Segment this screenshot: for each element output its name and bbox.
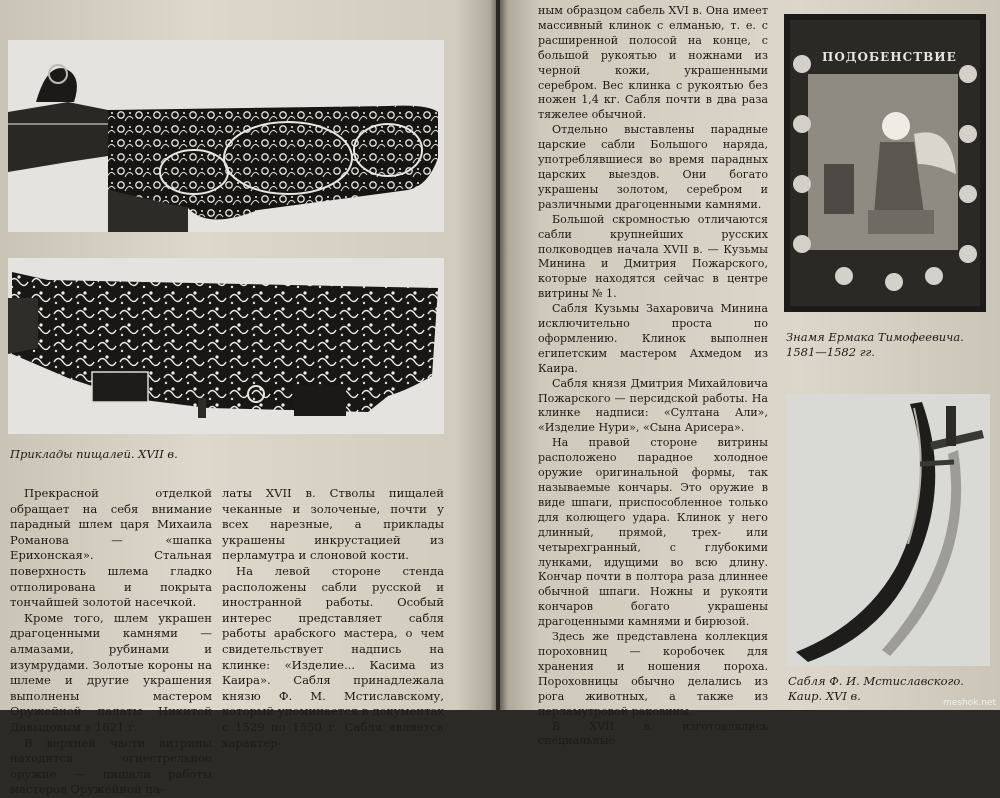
paragraph: Здесь же представлена коллекция пороховниц — коробочек для хранения и ношения пороха. Пороховницы обычно делались из рога животных, а также из перламутровой раковины. bbox=[538, 630, 768, 718]
watermark: meshok.net bbox=[942, 698, 996, 708]
paragraph: Большой скромностью отличаются сабли крупнейших русских полководцев начала XVII в. — Кузьмы Минина и Дмитрия Пожарского, которые находятся сейчас в центре витрины № 1. bbox=[538, 212, 768, 301]
paragraph: Сабля Кузьмы Захаровича Минина исключительно проста по оформлению. Клинок выполнен египетским мастером Ахмедом из Каира. bbox=[538, 302, 768, 375]
paragraph: В верхней части витрины находится огнестрельное оружие — пищали работы мастеров Оружейной па- bbox=[10, 735, 212, 797]
text-column-left-1 bbox=[10, 486, 212, 798]
photo-yermak-banner bbox=[784, 14, 986, 312]
right-page bbox=[500, 0, 1000, 748]
photo-mstislavsky-sabre bbox=[786, 394, 990, 666]
paragraph: латы XVII в. Стволы пищалей чеканные и золоченые, почти у всех нарезные, а приклады украшены инкрустацией из перламутра и слоновой кости. bbox=[222, 486, 444, 563]
paragraph: Отдельно выставлены парадные царские сабли Большого наряда, употреблявшиеся во время парадных царских выездов. Они богато украшены золотом, серебром и различными драгоценными камнями. bbox=[538, 123, 768, 211]
caption-line: 1581—1582 гг. bbox=[786, 345, 875, 359]
photo-gun-stock-top bbox=[8, 40, 444, 232]
paragraph: В XVII в. изготовлялись специальные bbox=[538, 719, 768, 748]
caption-gun-stocks: Приклады пищалей. XVII в. bbox=[10, 447, 178, 461]
text-column-right bbox=[538, 4, 768, 749]
caption-yermak-banner bbox=[786, 330, 986, 360]
text-column-left-2 bbox=[222, 486, 444, 751]
photo-gun-stock-bottom bbox=[8, 258, 444, 434]
paragraph: На правой стороне витрины расположено парадное холодное оружие оригинальной формы, так называемые кончары. Это оружие в виде шпаги, приспособленное только для колющего удара. Клинок у него длинный, прямой, трех- или четырехгранный, с глубокими лунками, идущими во всю длину. Кончар почти в полтора раза длиннее обычной шпаги. Ножны и рукояти кончаров богато украшены драгоценными камнями и бирюзой. bbox=[538, 436, 768, 629]
paragraph: Сабля князя Дмитрия Михайловича Пожарского — персидской работы. На клинке надписи: «Султана Али», «Изделие Нури», «Сына Арисера». bbox=[538, 376, 768, 435]
paragraph: Прекрасной отделкой обращает на себя внимание парадный шлем царя Михаила Романова — «шапка Ерихонская». Стальная поверхность шлема гладко отполирована и покрыта тончайшей золотой насечкой. bbox=[10, 486, 212, 610]
gun-stock-top-illustration bbox=[8, 40, 444, 232]
gun-stock-bottom-illustration bbox=[8, 258, 444, 434]
paragraph: Кроме того, шлем украшен драгоценными камнями — алмазами, рубинами и изумрудами. Золотые короны на шлеме и другие украшения выполнены мастером Оружейной палаты Никитой Давыдовым в 1621 г. bbox=[10, 610, 212, 734]
banner-inscription: ПОДОБЕНСТВИЕ bbox=[822, 50, 957, 64]
lock-mechanism bbox=[36, 65, 77, 102]
left-page bbox=[0, 0, 496, 797]
book-gutter bbox=[490, 0, 508, 710]
caption-line: Знамя Ермака Тимофеевича. bbox=[786, 330, 964, 344]
sabre-illustration bbox=[786, 394, 990, 666]
caption-line: Сабля Ф. И. Мстиславского. bbox=[788, 674, 964, 688]
paragraph: На левой стороне стенда расположены сабли русской и иностранной работы. Особый интерес представляет сабля работы арабского мастера, о чем свидетельствует надпись на клинке: «Изделие... Касима из Каира». Сабля принадлежала князю Ф. М. Мстиславскому, который упоминается в документах с 1529 по 1550 г. Сабля является характер- bbox=[222, 563, 444, 750]
paragraph: ным образцом сабель XVI в. Она имеет массивный клинок с елманью, т. е. с расширенной полосой на конце, с большой рукоятью и ножнами из черной кожи, украшенными серебром. Вес клинка с рукоятью без ножен 1,4 кг. Сабля почти в два раза тяжелее обычной. bbox=[538, 4, 768, 122]
caption-line: Каир. XVI в. bbox=[788, 689, 861, 703]
